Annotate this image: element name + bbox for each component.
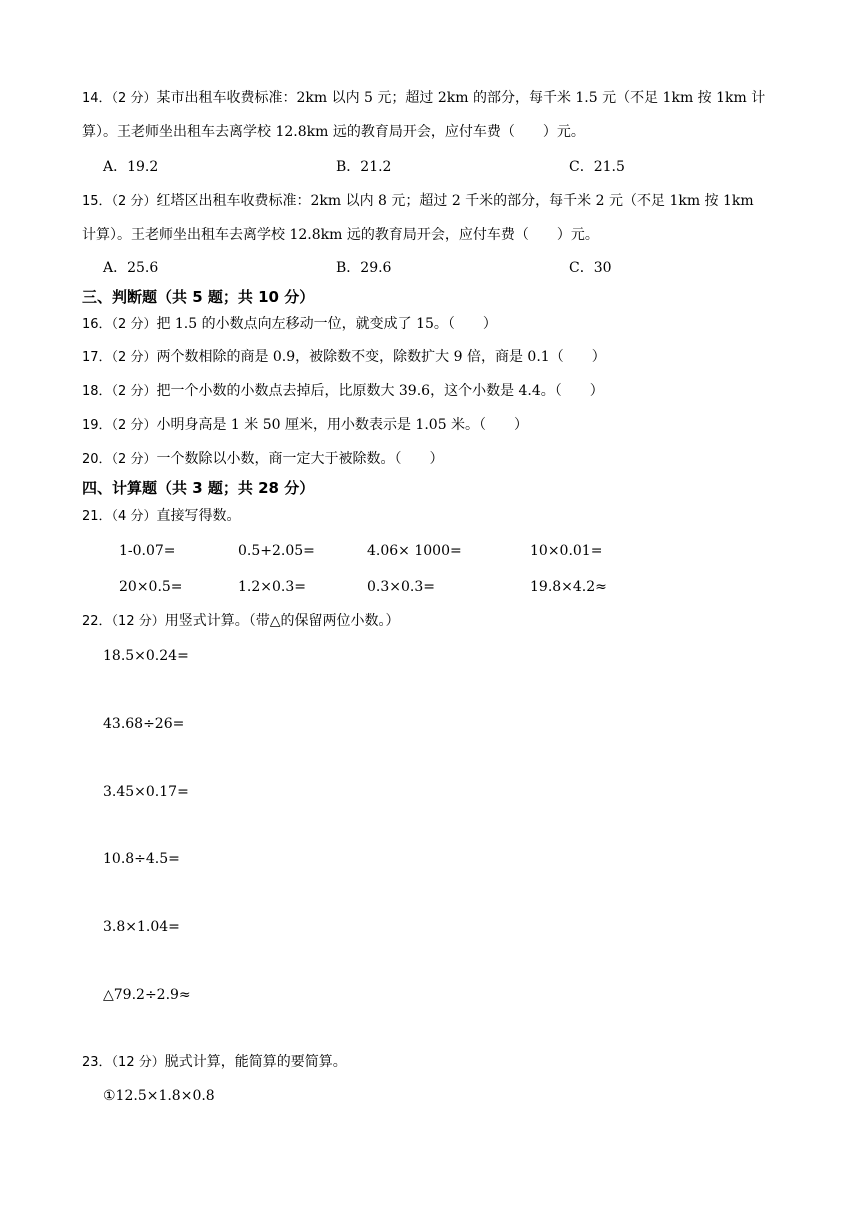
question-15-option-b: B．29.6: [336, 260, 392, 276]
question-14-option-a: A．19.2: [103, 159, 159, 175]
mental-math-item: 20×0.5=: [119, 579, 183, 595]
question-14-line-1: [82, 88, 765, 109]
question-score: （12 分）: [111, 1055, 165, 1070]
mental-math-item: 0.5+2.05=: [238, 543, 315, 559]
question-score: （2 分）: [111, 452, 157, 467]
mental-math-item: 19.8×4.2≈: [530, 579, 607, 595]
question-number: 19．: [82, 418, 112, 433]
question-score: （2 分）: [111, 317, 157, 332]
question-score: （4 分）: [111, 509, 157, 524]
section-4-heading: 四、计算题（共 3 题；共 28 分）: [82, 479, 315, 497]
question-number: 18．: [82, 384, 112, 399]
question-20: [82, 449, 443, 470]
question-18: [82, 381, 604, 402]
question-text: 脱式计算，能简算的要简算。: [164, 1054, 347, 1070]
vertical-calc-item: 43.68÷26=: [103, 716, 185, 732]
question-14-option-b: B．21.2: [336, 159, 392, 175]
question-text: 用竖式计算。（带△的保留两位小数。）: [164, 613, 400, 629]
question-score: （2 分）: [111, 91, 157, 106]
mental-math-item: 1-0.07=: [119, 543, 176, 559]
mental-math-item: 10×0.01=: [530, 543, 603, 559]
section-3-heading: 三、判断题（共 5 题；共 10 分）: [82, 288, 315, 306]
vertical-calc-item: 3.8×1.04=: [103, 919, 180, 935]
question-number: 14．: [82, 91, 112, 106]
question-number: 21．: [82, 509, 112, 524]
question-text: 一个数除以小数，商一定大于被除数。（ ）: [156, 451, 444, 467]
question-number: 16．: [82, 317, 112, 332]
question-number: 22．: [82, 614, 112, 629]
question-score: （2 分）: [111, 194, 157, 209]
stepwise-calc-item: ①12.5×1.8×0.8: [103, 1088, 215, 1104]
question-16: [82, 314, 497, 335]
question-number: 23．: [82, 1055, 112, 1070]
question-14-option-c: C．21.5: [569, 159, 625, 175]
question-text: 直接写得数。: [156, 508, 241, 524]
question-score: （2 分）: [111, 384, 157, 399]
question-23: [82, 1052, 347, 1073]
question-text: 某市出租车收费标准：2km 以内 5 元；超过 2km 的部分，每千米 1.5 元（不足 1km 按 1km 计: [156, 90, 766, 106]
vertical-calc-item: 18.5×0.24=: [103, 648, 189, 664]
mental-math-item: 1.2×0.3=: [238, 579, 306, 595]
question-text: 红塔区出租车收费标准：2km 以内 8 元；超过 2 千米的部分，每千米 2 元（不足 1km 按 1km: [156, 193, 754, 209]
vertical-calc-item: 3.45×0.17=: [103, 784, 189, 800]
question-text: 把一个小数的小数点去掉后，比原数大 39.6，这个小数是 4.4。（ ）: [156, 383, 604, 399]
vertical-calc-item: 10.8÷4.5=: [103, 851, 180, 867]
vertical-calc-item: △79.2÷2.9≈: [103, 987, 191, 1003]
mental-math-item: 0.3×0.3=: [367, 579, 435, 595]
question-score: （12 分）: [111, 614, 165, 629]
question-19: [82, 415, 528, 436]
question-15-line-1: [82, 191, 754, 212]
question-text: 把 1.5 的小数点向左移动一位，就变成了 15。（ ）: [156, 316, 497, 332]
question-14-line-2: 算）。王老师坐出租车去离学校 12.8km 远的教育局开会，应付车费（ ）元。: [82, 124, 585, 140]
question-text: 两个数相除的商是 0.9，被除数不变，除数扩大 9 倍，商是 0.1（ ）: [156, 349, 606, 365]
question-number: 15．: [82, 194, 112, 209]
question-15-line-2: 计算）。王老师坐出租车去离学校 12.8km 远的教育局开会，应付车费（ ）元。: [82, 227, 599, 243]
question-number: 17．: [82, 350, 112, 365]
question-score: （2 分）: [111, 418, 157, 433]
mental-math-item: 4.06× 1000=: [367, 543, 462, 559]
question-score: （2 分）: [111, 350, 157, 365]
question-15-option-c: C．30: [569, 260, 612, 276]
question-text: 小明身高是 1 米 50 厘米，用小数表示是 1.05 米。（ ）: [156, 417, 529, 433]
question-21: [82, 506, 240, 527]
question-number: 20．: [82, 452, 112, 467]
question-22: [82, 611, 400, 632]
question-17: [82, 347, 606, 368]
question-15-option-a: A．25.6: [103, 260, 159, 276]
